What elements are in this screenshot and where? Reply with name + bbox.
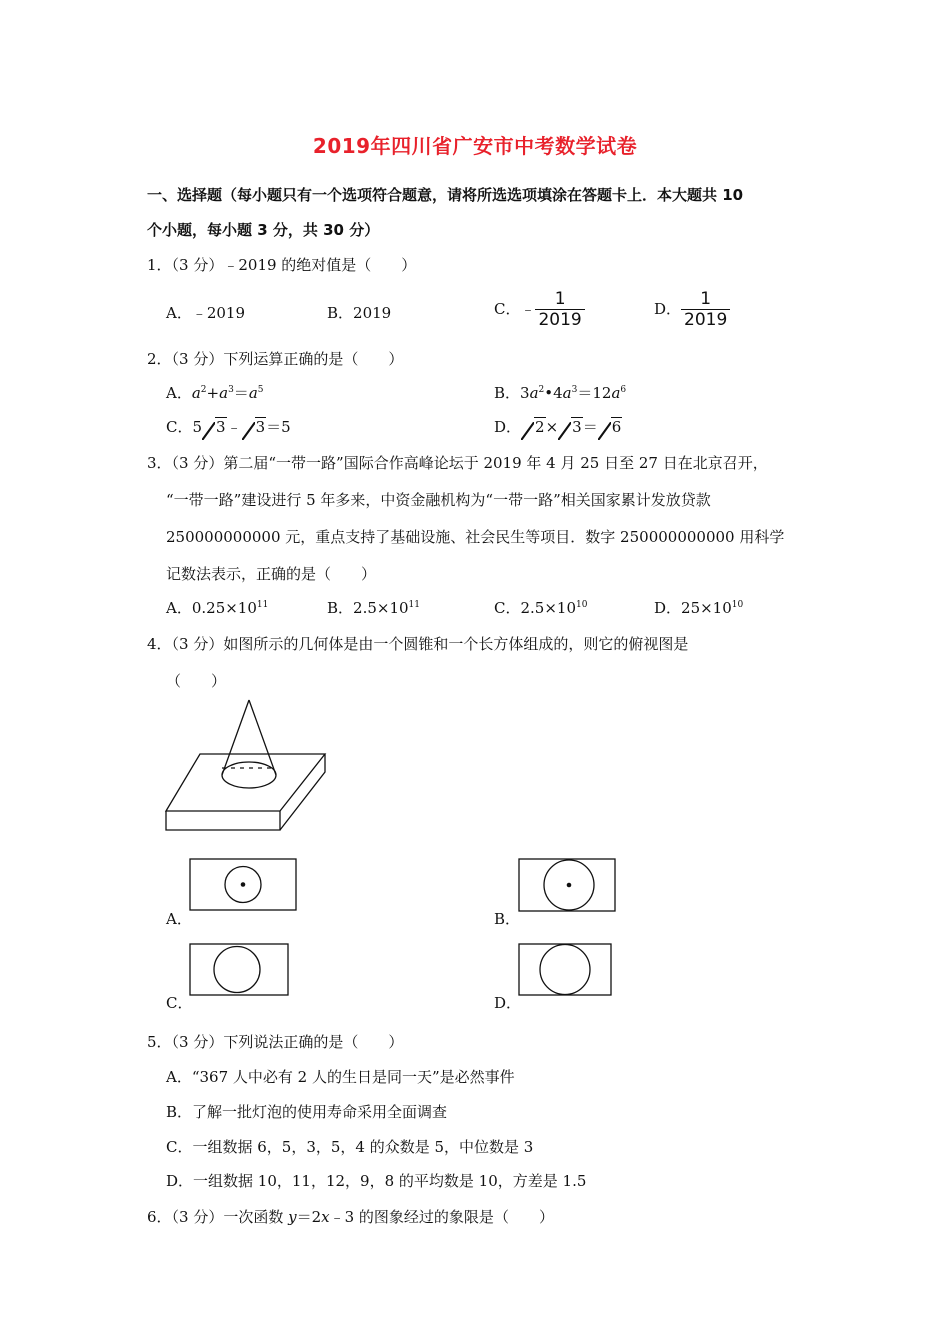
q2-d-sqrt3 — [598, 418, 623, 436]
q2-a-label: A． — [166, 384, 192, 402]
q2-b-exp2: 3 — [571, 385, 578, 395]
q2-b-mul: •4 — [544, 384, 563, 402]
q2-a-plus: + — [206, 384, 220, 402]
q4-option-d-figure — [517, 942, 615, 998]
q4-option-c-label: C． — [166, 994, 193, 1012]
q2-stem: 2．（3 分）下列运算正确的是（ ） — [147, 350, 404, 368]
q4-line2: （ ） — [166, 672, 227, 690]
q4-option-a-figure — [188, 857, 300, 913]
q2-d-sqrt2 — [558, 418, 583, 436]
q2-d-radicand3: 6 — [611, 418, 622, 436]
q2-b-exp3: 6 — [620, 385, 627, 395]
q3-a-text: A．0.25×10 — [166, 599, 257, 617]
q2-d-radicand1: 2 — [535, 418, 545, 436]
q4-option-d-label: D． — [494, 994, 522, 1012]
q4-option-b-label: B． — [494, 910, 521, 928]
q2-c-label: C． — [166, 418, 193, 436]
q2-b-coef: 3 — [520, 384, 530, 402]
q3-line3: 250000000000 元，重点支持了基础设施、社会民生等项目．数字 250000000000 用科学 — [166, 528, 785, 546]
q2-a-exp3: 5 — [257, 385, 264, 395]
q1-option-d — [654, 291, 730, 329]
q2-d-sqrt1 — [521, 418, 546, 436]
q1-d-den: 2019 — [681, 309, 730, 329]
q3-b-text: B．2.5×10 — [327, 599, 409, 617]
q2-a-var3: a — [248, 384, 258, 402]
q1-d-label: D． — [654, 300, 682, 318]
q1-d-num: 1 — [700, 289, 712, 309]
q1-c-den: 2019 — [535, 309, 584, 329]
q2-b-eq: ＝12 — [577, 384, 612, 402]
section-heading-line1: 一、选择题（每小题只有一个选项符合题意，请将所选选项填涂在答题卡上．本大题共 10 — [147, 186, 744, 204]
q4-option-c-figure — [188, 942, 292, 998]
q2-d-eq: ＝ — [582, 418, 598, 436]
q4-option-a-label: A． — [166, 910, 192, 928]
q6-post: ﹣3 的图象经过的象限是（ ） — [329, 1208, 554, 1226]
q3-option-a — [166, 597, 268, 618]
q2-a-exp1: 2 — [200, 385, 207, 395]
q2-d-radicand2: 3 — [572, 418, 582, 436]
q1-d-fraction — [681, 291, 730, 329]
q2-c-coef: 5 — [192, 418, 203, 436]
q2-a-var1: a — [191, 384, 201, 402]
q3-d-text: D．25×10 — [654, 599, 732, 617]
q6-var-x: x — [321, 1208, 330, 1226]
q2-c-sqrt2 — [242, 418, 267, 436]
q2-option-a — [166, 382, 264, 403]
q6-mid: ＝2 — [296, 1208, 322, 1226]
q3-line2: “一带一路”建设进行 5 年多来，中资金融机构为“一带一路”相关国家累计发放贷款 — [166, 491, 711, 509]
q4-option-b-figure — [517, 857, 619, 915]
q3-b-exp: 11 — [408, 600, 420, 610]
q5-option-a: A．“367 人中必有 2 人的生日是同一天”是必然事件 — [166, 1068, 515, 1086]
q2-c-sqrt1 — [202, 418, 227, 436]
q1-c-num: 1 — [554, 289, 566, 309]
q4-line1: 4．（3 分）如图所示的几何体是由一个圆锥和一个长方体组成的，则它的俯视图是 — [147, 635, 689, 653]
q2-option-b — [494, 382, 626, 403]
q5-option-d: D．一组数据 10，11，12，9，8 的平均数是 10，方差是 1.5 — [166, 1172, 587, 1190]
q3-a-exp: 11 — [256, 600, 269, 610]
q1-stem: 1．（3 分）﹣2019 的绝对值是（ ） — [147, 256, 417, 274]
page-title: 2019年四川省广安市中考数学试卷 — [312, 134, 638, 158]
q1-c-label: C．﹣ — [494, 300, 536, 318]
q1-c-fraction — [535, 291, 584, 329]
q2-option-d — [494, 416, 622, 437]
q2-c-eq: ＝5 — [266, 418, 291, 436]
q1-option-a: A．﹣2019 — [166, 304, 246, 322]
cone-cuboid-figure — [160, 698, 330, 832]
q6-var-y: y — [288, 1208, 297, 1226]
section-heading-line2: 个小题，每小题 3 分，共 30 分） — [147, 221, 380, 239]
q6-pre: 6．（3 分）一次函数 — [147, 1208, 289, 1226]
q5-option-b: B．了解一批灯泡的使用寿命采用全面调查 — [166, 1103, 448, 1121]
q2-d-label: D． — [494, 418, 522, 436]
q2-a-var2: a — [219, 384, 229, 402]
q3-d-exp: 10 — [731, 600, 744, 610]
q2-b-var1: a — [529, 384, 539, 402]
q3-option-d — [654, 597, 743, 618]
q3-line4: 记数法表示，正确的是（ ） — [166, 565, 377, 583]
q3-line1: 3．（3 分）第二届“一带一路”国际合作高峰论坛于 2019 年 4 月 25 日至 27 日在北京召开， — [147, 454, 768, 472]
q2-b-var3: a — [611, 384, 621, 402]
q2-d-times: × — [545, 418, 559, 436]
q3-option-c — [494, 597, 587, 618]
q2-b-exp1: 2 — [538, 385, 545, 395]
q3-c-exp: 10 — [576, 600, 588, 610]
q2-c-radicand2: 3 — [255, 418, 266, 436]
q2-c-minus: ﹣ — [226, 418, 242, 436]
q3-c-text: C．2.5×10 — [494, 599, 576, 617]
q5-option-c: C．一组数据 6，5，3，5，4 的众数是 5，中位数是 3 — [166, 1138, 534, 1156]
q6-stem — [147, 1206, 554, 1227]
q2-a-exp2: 3 — [228, 385, 234, 395]
q2-b-label: B． — [494, 384, 521, 402]
q2-a-eq: ＝ — [233, 384, 249, 402]
q5-stem: 5．（3 分）下列说法正确的是（ ） — [147, 1033, 404, 1051]
q2-option-c — [166, 416, 291, 437]
q2-c-radicand1: 3 — [216, 418, 226, 436]
q1-option-b: B．2019 — [327, 304, 392, 322]
q2-b-var2: a — [562, 384, 572, 402]
q3-option-b — [327, 597, 420, 618]
q1-option-c — [494, 291, 585, 329]
